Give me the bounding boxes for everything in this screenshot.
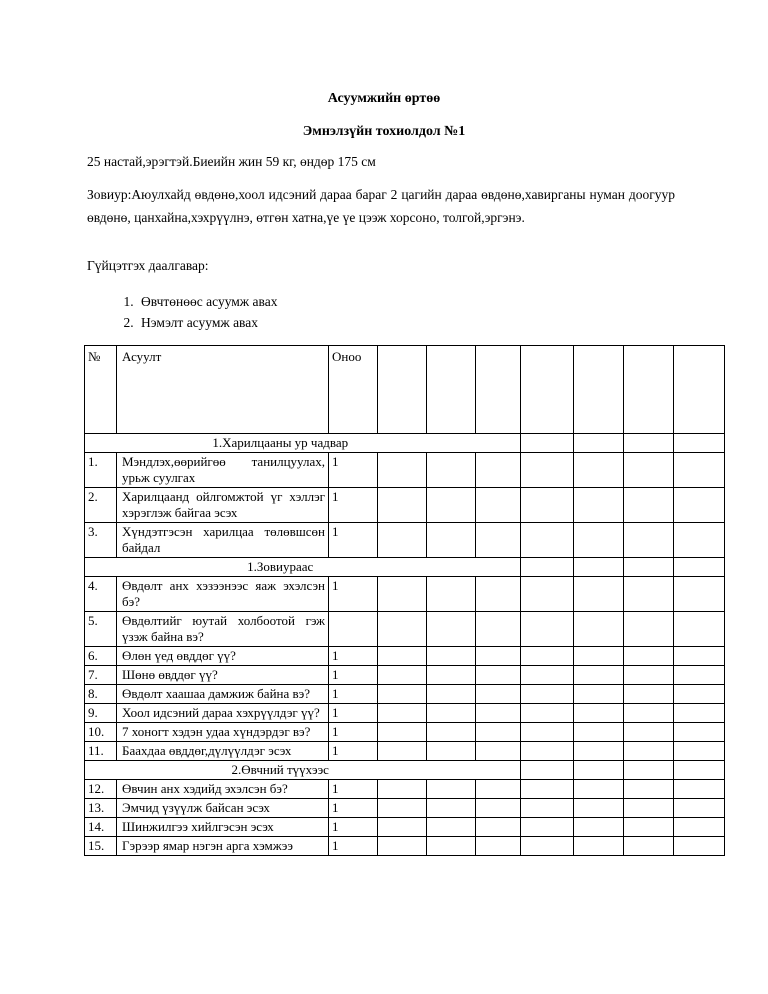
empty-cell xyxy=(378,685,427,704)
empty-cell xyxy=(476,434,521,453)
table-row xyxy=(85,818,725,837)
row-question: Өвдөлт хаашаа дамжиж байна вэ? xyxy=(117,685,329,704)
empty-cell xyxy=(574,612,624,647)
empty-cell xyxy=(427,799,476,818)
empty-cell xyxy=(378,837,427,856)
empty-cell xyxy=(476,723,521,742)
row-score: 1 xyxy=(329,453,378,488)
empty-cell xyxy=(674,523,725,558)
task-list xyxy=(87,291,277,333)
empty-cell xyxy=(476,742,521,761)
table-row xyxy=(85,488,725,523)
row-question: Эмчид үзүүлж байсан эсэх xyxy=(117,799,329,818)
empty-cell xyxy=(521,346,574,434)
row-number: 11. xyxy=(85,742,117,761)
empty-cell xyxy=(574,685,624,704)
row-score xyxy=(329,612,378,647)
empty-cell xyxy=(378,612,427,647)
empty-cell xyxy=(521,761,574,780)
empty-cell xyxy=(427,666,476,685)
row-question: Өвдөлт анх хэзээнээс яаж эхэлсэн бэ? xyxy=(117,577,329,612)
empty-cell xyxy=(378,818,427,837)
empty-cell xyxy=(521,453,574,488)
empty-cell xyxy=(674,558,725,577)
empty-cell xyxy=(378,453,427,488)
row-score: 1 xyxy=(329,742,378,761)
empty-cell xyxy=(574,761,624,780)
row-question: Хоол идсэний дараа хэхрүүлдэг үү? xyxy=(117,704,329,723)
empty-cell xyxy=(427,577,476,612)
empty-cell xyxy=(521,577,574,612)
empty-cell xyxy=(427,346,476,434)
header-score: Оноо xyxy=(329,346,378,434)
row-question: Өвчин анх хэдийд эхэлсэн бэ? xyxy=(117,780,329,799)
empty-cell xyxy=(624,612,674,647)
empty-cell xyxy=(427,742,476,761)
empty-cell xyxy=(624,685,674,704)
empty-cell xyxy=(574,577,624,612)
empty-cell xyxy=(427,780,476,799)
empty-cell xyxy=(574,453,624,488)
empty-cell xyxy=(574,780,624,799)
empty-cell xyxy=(624,837,674,856)
empty-cell xyxy=(574,818,624,837)
row-number: 3. xyxy=(85,523,117,558)
row-number: 5. xyxy=(85,612,117,647)
row-score: 1 xyxy=(329,647,378,666)
empty-cell xyxy=(378,723,427,742)
empty-cell xyxy=(674,612,725,647)
empty-cell xyxy=(378,577,427,612)
empty-cell xyxy=(574,488,624,523)
row-number: 13. xyxy=(85,799,117,818)
section-row xyxy=(85,558,725,577)
empty-cell xyxy=(378,666,427,685)
table-row xyxy=(85,612,725,647)
empty-cell xyxy=(521,685,574,704)
empty-cell xyxy=(674,723,725,742)
section-row xyxy=(85,761,725,780)
table-row xyxy=(85,780,725,799)
row-question: Өвдөлтийг юутай холбоотой гэж үзэж байна вэ? xyxy=(117,612,329,647)
row-score: 1 xyxy=(329,523,378,558)
empty-cell xyxy=(427,612,476,647)
empty-cell xyxy=(521,612,574,647)
empty-cell xyxy=(574,647,624,666)
empty-cell xyxy=(521,666,574,685)
row-number: 15. xyxy=(85,837,117,856)
empty-cell xyxy=(574,346,624,434)
empty-cell xyxy=(521,434,574,453)
empty-cell xyxy=(521,488,574,523)
empty-cell xyxy=(427,723,476,742)
row-score: 1 xyxy=(329,799,378,818)
empty-cell xyxy=(427,837,476,856)
header-number: № xyxy=(85,346,117,434)
row-number: 10. xyxy=(85,723,117,742)
table-row xyxy=(85,799,725,818)
empty-cell xyxy=(674,837,725,856)
row-question: Гэрээр ямар нэгэн арга хэмжээ xyxy=(117,837,329,856)
empty-cell xyxy=(521,704,574,723)
row-number: 1. xyxy=(85,453,117,488)
empty-cell xyxy=(378,523,427,558)
empty-cell xyxy=(674,577,725,612)
empty-cell xyxy=(427,523,476,558)
empty-cell xyxy=(378,704,427,723)
row-score: 1 xyxy=(329,818,378,837)
table-row xyxy=(85,666,725,685)
empty-cell xyxy=(521,742,574,761)
row-score: 1 xyxy=(329,666,378,685)
empty-cell xyxy=(521,837,574,856)
questionnaire-table xyxy=(84,345,725,856)
empty-cell xyxy=(624,577,674,612)
task-label: Гүйцэтгэх даалгавар: xyxy=(87,258,209,273)
empty-cell xyxy=(574,523,624,558)
empty-cell xyxy=(378,799,427,818)
empty-cell xyxy=(476,346,521,434)
row-question: Өлөн үед өвддөг үү? xyxy=(117,647,329,666)
row-score: 1 xyxy=(329,488,378,523)
empty-cell xyxy=(574,799,624,818)
empty-cell xyxy=(378,488,427,523)
empty-cell xyxy=(624,742,674,761)
empty-cell xyxy=(521,647,574,666)
empty-cell xyxy=(624,799,674,818)
row-score: 1 xyxy=(329,780,378,799)
empty-cell xyxy=(624,488,674,523)
section-row xyxy=(85,434,725,453)
table-row xyxy=(85,742,725,761)
empty-cell xyxy=(476,780,521,799)
section-label: 1.Харилцааны ур чадвар xyxy=(85,434,476,453)
row-score: 1 xyxy=(329,723,378,742)
row-score: 1 xyxy=(329,685,378,704)
row-question: 7 хоногт хэдэн удаа хүндэрдэг вэ? xyxy=(117,723,329,742)
complaint-text: Зовиур:Аюулхайд өвдөнө,хоол идсэний дараа бараг 2 цагийн дараа өвдөнө,хавирганы нуман доогуур өвдөнө, цанхайна,хэхрүүлнэ, өтгөн хатна,үе үе цээж хорсоно, толгой,эргэнэ. xyxy=(87,187,675,225)
empty-cell xyxy=(427,453,476,488)
empty-cell xyxy=(476,837,521,856)
empty-cell xyxy=(574,558,624,577)
empty-cell xyxy=(378,647,427,666)
row-question: Харилцаанд ойлгомжтой үг хэллэг хэрэглэж байгаа эсэх xyxy=(117,488,329,523)
empty-cell xyxy=(574,837,624,856)
empty-cell xyxy=(674,742,725,761)
empty-cell xyxy=(674,666,725,685)
empty-cell xyxy=(476,577,521,612)
table-row xyxy=(85,577,725,612)
empty-cell xyxy=(476,761,521,780)
empty-cell xyxy=(476,704,521,723)
task-item: 1. Өвчтөнөөс асуумж авах xyxy=(137,291,277,312)
empty-cell xyxy=(624,647,674,666)
empty-cell xyxy=(674,647,725,666)
empty-cell xyxy=(674,780,725,799)
empty-cell xyxy=(674,704,725,723)
empty-cell xyxy=(378,742,427,761)
row-number: 4. xyxy=(85,577,117,612)
empty-cell xyxy=(476,612,521,647)
empty-cell xyxy=(674,346,725,434)
empty-cell xyxy=(378,346,427,434)
empty-cell xyxy=(378,780,427,799)
empty-cell xyxy=(574,666,624,685)
table-row xyxy=(85,685,725,704)
row-number: 7. xyxy=(85,666,117,685)
table-row xyxy=(85,523,725,558)
row-score: 1 xyxy=(329,704,378,723)
empty-cell xyxy=(674,818,725,837)
table-row xyxy=(85,723,725,742)
section-label: 2.Өвчний түүхээс xyxy=(85,761,476,780)
row-number: 2. xyxy=(85,488,117,523)
empty-cell xyxy=(476,666,521,685)
empty-cell xyxy=(574,704,624,723)
empty-cell xyxy=(624,761,674,780)
document-title: Асуумжийн өртөө xyxy=(327,91,441,106)
empty-cell xyxy=(521,799,574,818)
empty-cell xyxy=(476,818,521,837)
empty-cell xyxy=(427,704,476,723)
empty-cell xyxy=(674,434,725,453)
row-question: Шинжилгээ хийлгэсэн эсэх xyxy=(117,818,329,837)
empty-cell xyxy=(476,558,521,577)
empty-cell xyxy=(674,761,725,780)
empty-cell xyxy=(427,818,476,837)
empty-cell xyxy=(624,434,674,453)
empty-cell xyxy=(521,558,574,577)
empty-cell xyxy=(624,723,674,742)
table-row xyxy=(85,453,725,488)
row-number: 6. xyxy=(85,647,117,666)
row-question: Баахдаа өвддөг,дүлүүлдэг эсэх xyxy=(117,742,329,761)
empty-cell xyxy=(674,685,725,704)
empty-cell xyxy=(624,666,674,685)
task-item: 2. Нэмэлт асуумж авах xyxy=(137,312,277,333)
patient-info: 25 настай,эрэгтэй.Биеийн жин 59 кг, өндөр 175 см xyxy=(87,154,376,169)
section-label: 1.Зовиураас xyxy=(85,558,476,577)
empty-cell xyxy=(674,799,725,818)
empty-cell xyxy=(624,780,674,799)
empty-cell xyxy=(476,647,521,666)
row-score: 1 xyxy=(329,837,378,856)
row-question: Шөнө өвддөг үү? xyxy=(117,666,329,685)
empty-cell xyxy=(574,742,624,761)
empty-cell xyxy=(476,453,521,488)
empty-cell xyxy=(574,723,624,742)
empty-cell xyxy=(674,488,725,523)
empty-cell xyxy=(521,818,574,837)
empty-cell xyxy=(427,488,476,523)
empty-cell xyxy=(624,818,674,837)
empty-cell xyxy=(624,453,674,488)
empty-cell xyxy=(624,558,674,577)
empty-cell xyxy=(427,685,476,704)
row-number: 9. xyxy=(85,704,117,723)
empty-cell xyxy=(674,453,725,488)
table-row xyxy=(85,704,725,723)
row-number: 12. xyxy=(85,780,117,799)
table-row xyxy=(85,837,725,856)
empty-cell xyxy=(624,523,674,558)
row-question: Мэндлэх,өөрийгөө танилцуулах, урьж суулгах xyxy=(117,453,329,488)
header-question: Асуулт xyxy=(117,346,329,434)
empty-cell xyxy=(476,799,521,818)
empty-cell xyxy=(624,346,674,434)
empty-cell xyxy=(476,488,521,523)
empty-cell xyxy=(624,704,674,723)
empty-cell xyxy=(521,780,574,799)
row-number: 14. xyxy=(85,818,117,837)
row-question: Хүндэтгэсэн харилцаа төлөвшсөн байдал xyxy=(117,523,329,558)
row-score: 1 xyxy=(329,577,378,612)
empty-cell xyxy=(427,647,476,666)
empty-cell xyxy=(521,723,574,742)
empty-cell xyxy=(521,523,574,558)
table-header-row xyxy=(85,346,725,434)
row-number: 8. xyxy=(85,685,117,704)
empty-cell xyxy=(574,434,624,453)
empty-cell xyxy=(476,685,521,704)
empty-cell xyxy=(476,523,521,558)
table-row xyxy=(85,647,725,666)
case-title: Эмнэлзүйн тохиолдол №1 xyxy=(302,124,466,139)
